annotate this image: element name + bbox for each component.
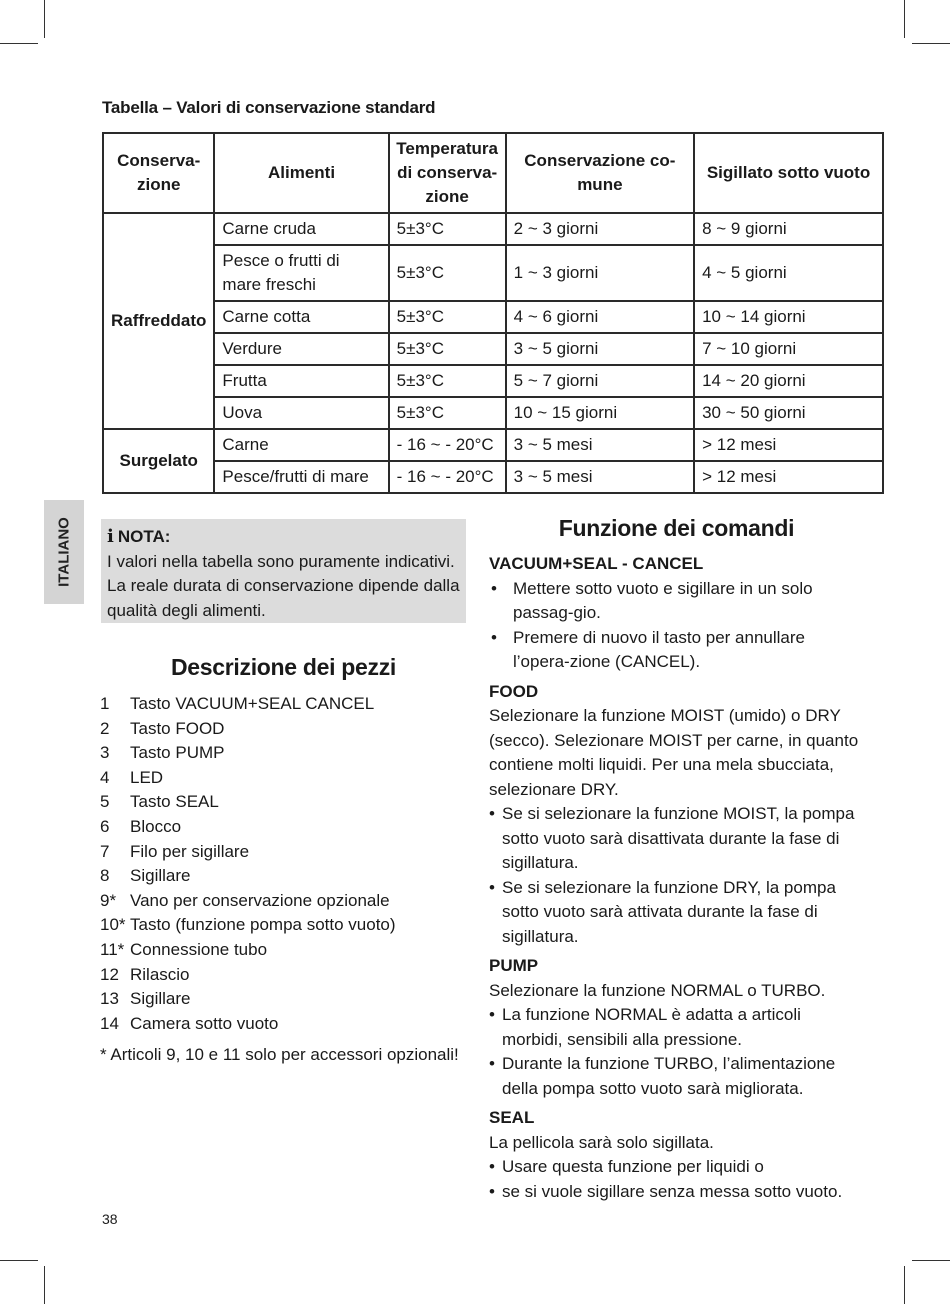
food-cell: Pesce o frutti di mare freschi	[214, 245, 388, 301]
language-tab	[44, 500, 84, 604]
food-cell: Uova	[214, 397, 388, 429]
list-item: • Mettere sotto vuoto e sigillare in un solo passag-gio.	[489, 577, 864, 626]
item-label: LED	[130, 767, 164, 787]
item-number: 10*	[100, 915, 126, 935]
crop-mark	[904, 0, 905, 38]
language-tab-label: ITALIANO	[55, 517, 73, 587]
item-label: Sigillare	[130, 866, 191, 886]
note-line: La reale durata di conservazione dipende dalla	[107, 576, 460, 595]
parts-footnote: * Articoli 9, 10 e 11 solo per accessori opzionali!	[100, 1045, 459, 1064]
list-item	[100, 840, 396, 865]
list-item: • Se si selezionare la funzione DRY, la pompa sotto vuoto sarà attivata durante la fase di sigillatura.	[489, 876, 864, 950]
food-cell: Carne cruda	[214, 213, 388, 245]
item-number: 5	[100, 792, 110, 812]
common-storage-cell: 3 ~ 5 mesi	[506, 461, 694, 493]
common-storage-cell: 4 ~ 6 giorni	[506, 301, 694, 333]
vacuum-storage-cell: 14 ~ 20 giorni	[694, 365, 883, 397]
item-number: 8	[100, 866, 110, 886]
parts-heading: Descrizione dei pezzi	[170, 654, 397, 680]
food-cell: Pesce/frutti di mare	[214, 461, 388, 493]
crop-mark	[912, 1260, 950, 1261]
storage-table	[102, 132, 884, 494]
table-row	[103, 333, 883, 365]
common-storage-cell: 10 ~ 15 giorni	[506, 397, 694, 429]
crop-mark	[904, 1266, 905, 1304]
food-list	[489, 802, 864, 949]
item-label: Tasto FOOD	[130, 718, 225, 738]
table-header-row	[103, 133, 883, 213]
pump-text: Selezionare la funzione NORMAL o TURBO.	[489, 980, 826, 1000]
seal-text: La pellicola sarà solo sigillata.	[489, 1132, 714, 1152]
food-cell: Verdure	[214, 333, 388, 365]
vacuum-seal-list	[489, 577, 864, 675]
item-number: 11*	[100, 939, 125, 959]
list-item	[100, 987, 396, 1012]
temperature-cell: 5±3°C	[389, 397, 506, 429]
vacuum-storage-cell: > 12 mesi	[694, 461, 883, 493]
category-cell: Surgelato	[103, 429, 214, 493]
seal-title: SEAL	[489, 1108, 535, 1127]
food-cell: Carne cotta	[214, 301, 388, 333]
item-number: 9*	[100, 890, 117, 910]
pump-list	[489, 1003, 864, 1101]
vacuum-seal-title: VACUUM+SEAL - CANCEL	[489, 554, 704, 573]
temperature-cell: - 16 ~ - 20°C	[389, 429, 506, 461]
table-row	[103, 213, 883, 245]
vacuum-storage-cell: 30 ~ 50 giorni	[694, 397, 883, 429]
food-cell: Carne	[214, 429, 388, 461]
item-label: Tasto (funzione pompa sotto vuoto)	[130, 915, 396, 935]
col-header-common-storage: Conservazione co-mune	[506, 133, 694, 213]
item-label: Tasto VACUUM+SEAL CANCEL	[130, 694, 375, 713]
note-heading	[107, 525, 460, 550]
note-title: NOTA:	[117, 527, 171, 546]
crop-mark	[912, 43, 950, 44]
list-item	[100, 741, 396, 766]
list-item	[100, 889, 396, 914]
temperature-cell: 5±3°C	[389, 365, 506, 397]
col-header-temperature: Temperatura di conserva-zione	[389, 133, 506, 213]
common-storage-cell: 3 ~ 5 mesi	[506, 429, 694, 461]
item-label: Blocco	[130, 816, 182, 836]
food-cell: Frutta	[214, 365, 388, 397]
page-number: 38	[102, 1211, 118, 1227]
col-header-category: Conserva-zione	[103, 133, 214, 213]
item-number: 7	[100, 841, 110, 861]
temperature-cell: 5±3°C	[389, 245, 506, 301]
list-item: • Se si selezionare la funzione MOIST, la pompa sotto vuoto sarà disattivata durante la fase di sigillatura.	[489, 802, 864, 876]
food-text: Selezionare la funzione MOIST (umido) o DRY (secco). Selezionare MOIST per carne, in quanto contiene molti liquidi. Per una mela sbucciata, selezionare DRY.	[489, 706, 859, 799]
crop-mark	[0, 1260, 38, 1261]
crop-mark	[0, 43, 38, 44]
crop-mark	[44, 1266, 45, 1304]
list-item	[100, 938, 396, 963]
vacuum-storage-cell: 7 ~ 10 giorni	[694, 333, 883, 365]
table-title: Tabella – Valori di conservazione standard	[102, 98, 436, 117]
table-row	[103, 365, 883, 397]
item-label: Filo per sigillare	[130, 841, 250, 861]
list-item	[100, 692, 396, 717]
temperature-cell: 5±3°C	[389, 333, 506, 365]
common-storage-cell: 1 ~ 3 giorni	[506, 245, 694, 301]
temperature-cell: - 16 ~ - 20°C	[389, 461, 506, 493]
note-box	[101, 519, 466, 623]
list-item	[100, 815, 396, 840]
seal-list	[489, 1155, 864, 1204]
crop-mark	[44, 0, 45, 38]
pump-title: PUMP	[489, 956, 539, 975]
temperature-cell: 5±3°C	[389, 301, 506, 333]
list-item: • se si vuole sigillare senza messa sotto vuoto.	[489, 1180, 864, 1205]
list-item	[100, 1012, 396, 1037]
common-storage-cell: 3 ~ 5 giorni	[506, 333, 694, 365]
parts-list	[100, 692, 396, 1036]
item-label: Sigillare	[130, 989, 191, 1009]
list-item	[100, 963, 396, 988]
vacuum-storage-cell: 4 ~ 5 giorni	[694, 245, 883, 301]
item-label: Connessione tubo	[130, 939, 268, 959]
list-item: • La funzione NORMAL è adatta a articoli morbidi, sensibili alla pressione.	[489, 1003, 864, 1052]
item-label: Tasto SEAL	[130, 792, 219, 812]
category-cell: Raffreddato	[103, 213, 214, 429]
table-row	[103, 301, 883, 333]
temperature-cell: 5±3°C	[389, 213, 506, 245]
item-number: 3	[100, 743, 110, 763]
controls-section	[489, 552, 864, 1204]
list-item	[100, 913, 396, 938]
list-item: • Premere di nuovo il tasto per annullare l’opera-zione (CANCEL).	[489, 626, 864, 675]
item-label: Tasto PUMP	[130, 743, 225, 763]
item-number: 1	[100, 694, 110, 713]
info-icon: i	[107, 526, 114, 547]
list-item	[100, 717, 396, 742]
common-storage-cell: 5 ~ 7 giorni	[506, 365, 694, 397]
item-number: 13	[100, 989, 119, 1009]
list-item: • Durante la funzione TURBO, l’alimentazione della pompa sotto vuoto sarà migliorata.	[489, 1052, 864, 1101]
item-label: Camera sotto vuoto	[130, 1013, 279, 1033]
col-header-vacuum-sealed: Sigillato sotto vuoto	[694, 133, 883, 213]
common-storage-cell: 2 ~ 3 giorni	[506, 213, 694, 245]
vacuum-storage-cell: > 12 mesi	[694, 429, 883, 461]
controls-heading: Funzione dei comandi	[558, 515, 795, 541]
col-header-food: Alimenti	[214, 133, 388, 213]
item-number: 12	[100, 964, 119, 984]
table-row	[103, 245, 883, 301]
list-item	[100, 864, 396, 889]
item-number: 4	[100, 767, 110, 787]
list-item	[100, 790, 396, 815]
table-row	[103, 461, 883, 493]
list-item	[100, 766, 396, 791]
list-item: • Usare questa funzione per liquidi o	[489, 1155, 864, 1180]
vacuum-storage-cell: 8 ~ 9 giorni	[694, 213, 883, 245]
item-number: 6	[100, 816, 110, 836]
note-line: qualità degli alimenti.	[107, 600, 266, 620]
note-line: I valori nella tabella sono puramente indicativi.	[107, 551, 455, 571]
item-number: 14	[100, 1013, 119, 1033]
table-row	[103, 397, 883, 429]
vacuum-storage-cell: 10 ~ 14 giorni	[694, 301, 883, 333]
item-label: Vano per conservazione opzionale	[130, 890, 390, 910]
item-label: Rilascio	[130, 964, 190, 984]
food-title: FOOD	[489, 681, 539, 701]
table-row	[103, 429, 883, 461]
item-number: 2	[100, 718, 110, 738]
